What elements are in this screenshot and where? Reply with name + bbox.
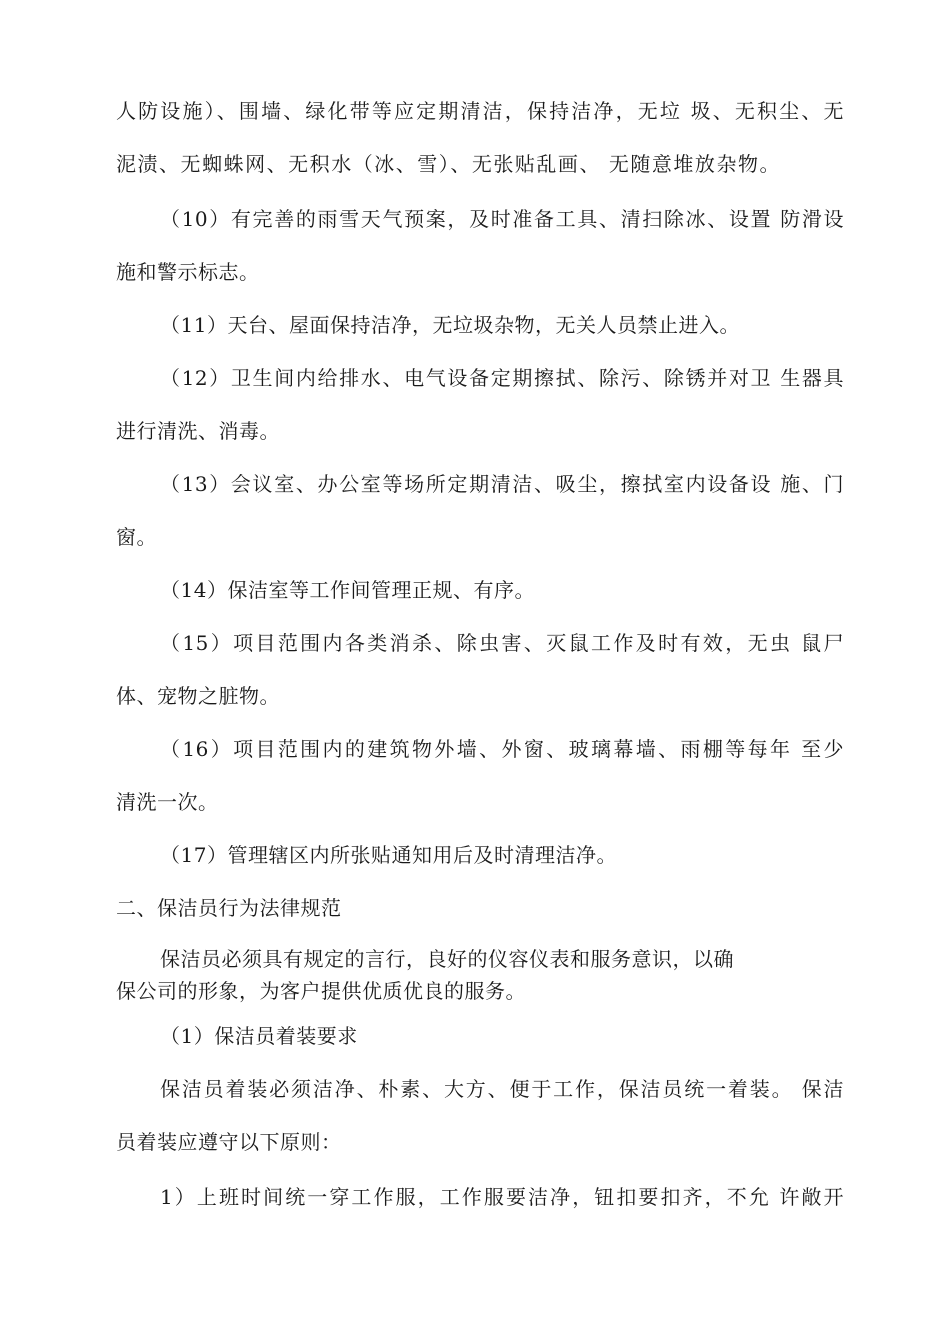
text-line: 保洁员必须具有规定的言行，良好的仪容仪表和服务意识，以确 bbox=[160, 947, 734, 971]
text-line: 保公司的形象，为客户提供优质优良的服务。 bbox=[116, 979, 526, 1003]
text-line: （17）管理辖区内所张贴通知用后及时清理洁净。 bbox=[160, 843, 617, 867]
text-line: 清洗一次。 bbox=[116, 790, 219, 814]
section-heading: 二、保洁员行为法律规范 bbox=[116, 896, 342, 920]
text-line: （10）有完善的雨雪天气预案，及时准备工具、清扫除冰、设置 防滑设 bbox=[160, 207, 844, 231]
text-line: 保洁员着装必须洁净、朴素、大方、便于工作，保洁员统一着装。 保洁 bbox=[160, 1077, 844, 1101]
text-line: （14）保洁室等工作间管理正规、有序。 bbox=[160, 578, 535, 602]
text-line: （12）卫生间内给排水、电气设备定期擦拭、除污、除锈并对卫 生器具 bbox=[160, 366, 844, 390]
text-line: 人防设施）、围墙、绿化带等应定期清洁，保持洁净，无垃 圾、无积尘、无 bbox=[116, 99, 844, 123]
text-line: 1）上班时间统一穿工作服，工作服要洁净，钮扣要扣齐，不允 许敞开 bbox=[160, 1185, 844, 1209]
text-line: （11）天台、屋面保持洁净，无垃圾杂物，无关人员禁止进入。 bbox=[160, 313, 740, 337]
text-line: 泥渍、无蜘蛛网、无积水（冰、雪）、无张贴乱画、 无随意堆放杂物。 bbox=[116, 152, 780, 176]
text-line: 体、宠物之脏物。 bbox=[116, 684, 280, 708]
text-line: （16）项目范围内的建筑物外墙、外窗、玻璃幕墙、雨棚等每年 至少 bbox=[160, 737, 844, 761]
text-line: 员着装应遵守以下原则： bbox=[116, 1130, 342, 1154]
text-line: 窗。 bbox=[116, 525, 157, 549]
subheading: （1）保洁员着装要求 bbox=[160, 1024, 358, 1048]
text-line: 进行清洗、消毒。 bbox=[116, 419, 280, 443]
text-line: （15）项目范围内各类消杀、除虫害、灭鼠工作及时有效，无虫 鼠尸 bbox=[160, 631, 844, 655]
text-line: （13）会议室、办公室等场所定期清洁、吸尘，擦拭室内设备设 施、门 bbox=[160, 472, 844, 496]
text-line: 施和警示标志。 bbox=[116, 260, 260, 284]
